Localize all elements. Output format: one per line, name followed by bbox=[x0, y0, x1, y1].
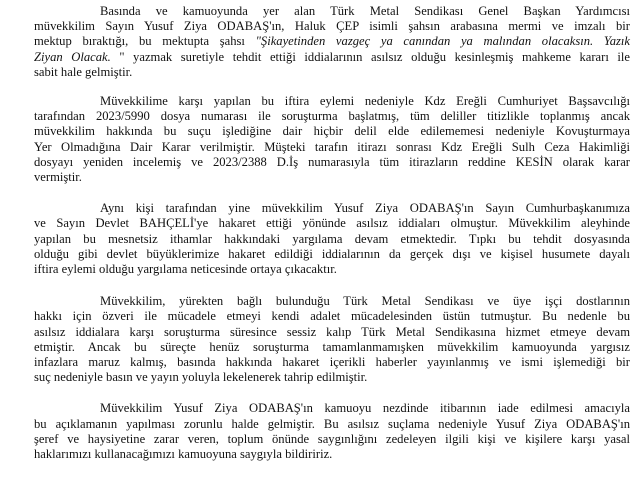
text-line: asılsız iddialara karşı soruşturma süresince sessiz kalıp Türk Metal Sendikasına hizmet etmeye devam bbox=[34, 324, 630, 339]
paragraph-4 bbox=[34, 294, 630, 385]
text-line: ve Sayın Devlet BAHÇELİ'ye hakaret ettiği yönünde asılsız iddiaları olmuştur. Müvekkilim aleyhinde bbox=[34, 216, 630, 231]
text-line: Müvekkilim, yürekten bağlı bulunduğu Türk Metal Sendikası ve üye işçi dostlarının bbox=[100, 294, 630, 309]
text-line: Aynı kişi tarafından yine müvekkilim Yusuf Ziya ODABAŞ'ın Sayın Cumhurbaşkanımıza bbox=[100, 201, 630, 216]
text-line bbox=[34, 50, 630, 65]
paragraph-3 bbox=[34, 201, 630, 277]
text-line: müvekkilim hakkında bu suçu işlediğine dair hiçbir delil elde edilememesi nedeniyle Kovuşturmaya bbox=[34, 124, 630, 139]
text-line: haklarımızı kullanacağımızı kamuoyuna saygıyla bildiririz. bbox=[34, 447, 333, 462]
paragraph-1 bbox=[34, 4, 630, 80]
text-line: vermiştir. bbox=[34, 170, 82, 185]
text-line: şeref ve haysiyetine zarar veren, toplum önünde saygınlığını zedeleyen ilgili kişi ve kişilere karşı yasal bbox=[34, 431, 630, 446]
text-line: Yer Olmadığına Dair Karar verilmiştir. Müşteki tarafın itirazı sonrası Kdz Ereğli Sulh Ceza Hakimliği bbox=[34, 139, 630, 154]
text-line: hakkı için özveri ile mücadele etmeyi kendi adalet mücadelesinden üstün tutmuştur. Bu nedenle bu bbox=[34, 309, 630, 324]
threat-quote-end: Ziyan Olacak. bbox=[34, 49, 120, 64]
text-line bbox=[34, 34, 630, 49]
text-line: müvekkilim Sayın Yusuf Ziya ODABAŞ'ın, Haluk ÇEP isimli şahsın arabasına mermi ve imzalı bir bbox=[34, 19, 630, 34]
text-line: Basında ve kamuoyunda yer alan Türk Metal Sendikası Genel Başkan Yardımcısı bbox=[100, 4, 630, 18]
text-line: tarafından 2023/5990 dosya numarası ile soruşturma başlatmış, tüm deliller titizlikle toplanmış ancak bbox=[34, 109, 630, 124]
text-line: yapılan bu mesnetsiz ithamlar hakkındaki yargılama devam etmektedir. Tıpkı bu tehdit dosyasında bbox=[34, 231, 630, 246]
text-segment: " yazmak suretiyle tehdit ettiği iddialarının asılsız olduğu kesinleşmiş mahkeme kararı ile bbox=[119, 49, 630, 64]
text-line: bu açıklamanın yapılması zorunlu halde gelmiştir. Bu asılsız suçlama nedeniyle Yusuf Ziya ODABAŞ'ın bbox=[34, 416, 630, 431]
text-line: Müvekkilim Yusuf Ziya ODABAŞ'ın kamuoyu nezdinde itibarının iade edilmesi amacıyla bbox=[100, 401, 630, 416]
text-line: etmiştir. Ancak bu süreçte henüz soruşturma tamamlanmamışken müvekkilim kamuoyunda yargısız bbox=[34, 339, 630, 354]
text-segment: mektup bıraktığı, bu mektupta şahsı bbox=[34, 34, 256, 49]
threat-quote: "Şikayetinden vazgeç ya canından ya malından olacaksın. Yazık bbox=[255, 34, 631, 49]
text-line: Müvekkilime karşı yapılan bu iftira eylemi nedeniyle Kdz Ereğli Cumhuriyet Başsavcılığı bbox=[100, 94, 630, 109]
paragraph-2 bbox=[34, 94, 630, 185]
text-line: dosyayı yeniden incelemiş ve 2023/2388 D.İş numarasıyla tüm itirazların reddine KESİN olarak karar bbox=[34, 154, 630, 169]
text-line: suç nedeniyle basın ve yayın yoluyla lekelenerek tahrip edilmiştir. bbox=[34, 370, 368, 385]
text-line: olduğu gibi devlet büyüklerimize hakaret edildiği iddialarının da gerçek dışı ve kişisel husumete dayalı bbox=[34, 246, 630, 261]
text-line: sabit hale gelmiştir. bbox=[34, 64, 133, 79]
text-line: infazlara maruz kalmış, basında hakkında hakaret içerikli haberler yayınlanmış ve ismi işlemediği bir bbox=[34, 355, 630, 370]
text-line: iftira eylemi olduğu yargılama neticesinde ortaya çıkacaktır. bbox=[34, 262, 337, 277]
paragraph-5 bbox=[34, 401, 630, 462]
